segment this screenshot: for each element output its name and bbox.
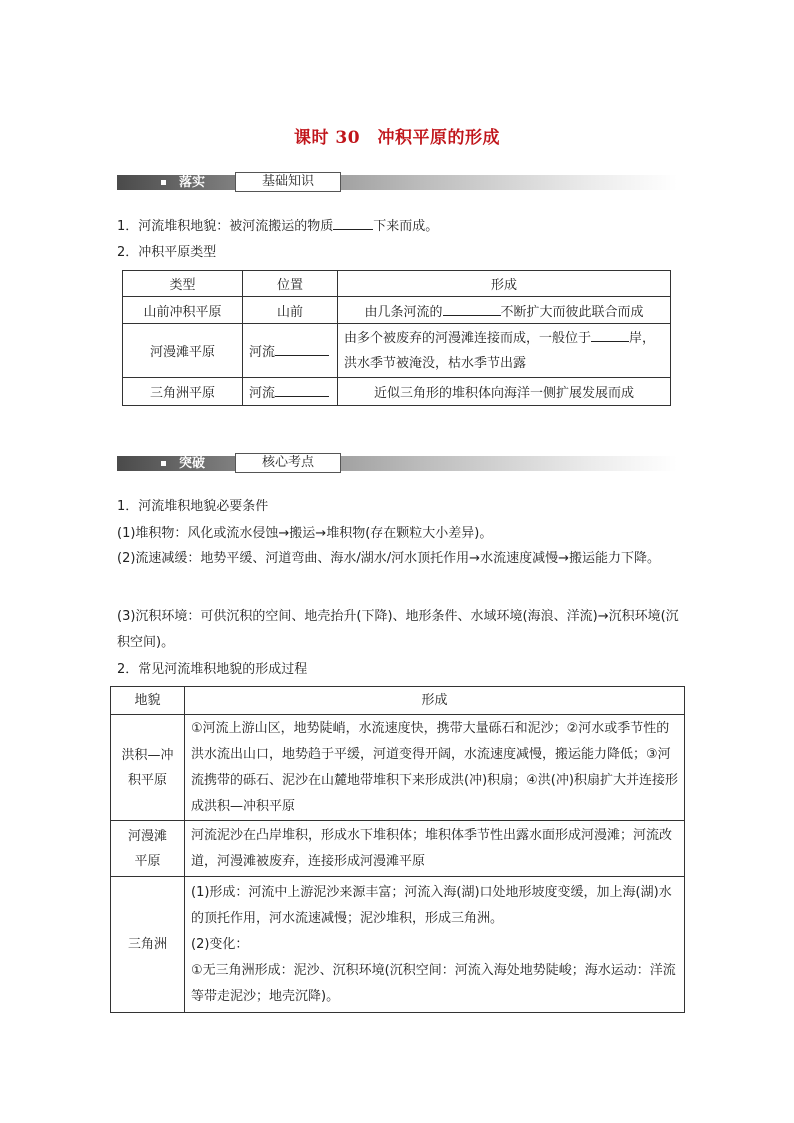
table-header: 形成 bbox=[185, 687, 685, 715]
table-header: 地貌 bbox=[111, 687, 185, 715]
table-row bbox=[123, 297, 671, 324]
table-cell: 三角洲平原 bbox=[123, 378, 243, 406]
fill-blank bbox=[591, 330, 629, 342]
cell-text: 岸， bbox=[629, 330, 656, 346]
section-bar-basics bbox=[117, 172, 677, 192]
fill-blank bbox=[443, 304, 501, 316]
fill-blank bbox=[275, 344, 329, 356]
core-item-5: 2．常见河流堆积地貌的形成过程 bbox=[117, 662, 308, 677]
core-item-3: (2)流速减缓：地势平缓、河道弯曲、海水/湖水/河水顶托作用→水流速度减慢→搬运能力下降。 bbox=[117, 551, 660, 566]
table-row bbox=[111, 821, 685, 877]
cell-text: 河流 bbox=[249, 386, 276, 401]
table-cell bbox=[338, 324, 671, 378]
core-item-4: (3)沉积环境：可供沉积的空间、地壳抬升(下降)、地形条件、水域环境(海浪、洋流)→沉积环境(沉积空间)。 bbox=[117, 609, 679, 650]
table-header: 类型 bbox=[123, 271, 243, 297]
table-row bbox=[111, 877, 685, 1013]
core-item-2: (1)堆积物：风化或流水侵蚀→搬运→堆积物(存在颗粒大小差异)。 bbox=[117, 526, 493, 541]
table-cell bbox=[185, 877, 685, 1013]
basics-item-1-text: 1．河流堆积地貌：被河流搬运的物质 bbox=[117, 219, 334, 234]
section-head-label: 落实 bbox=[179, 175, 206, 190]
table-cell bbox=[243, 378, 338, 406]
basics-item-2: 2．冲积平原类型 bbox=[117, 245, 217, 260]
cell-text: 由多个被废弃的河漫滩连接而成，一般位于 bbox=[344, 330, 592, 346]
cell-text: (2)变化： bbox=[191, 936, 249, 952]
table-cell bbox=[111, 715, 185, 821]
basics-item-1-suffix: 下来而成。 bbox=[373, 219, 439, 234]
table-header: 位置 bbox=[243, 271, 338, 297]
basics-item-1 bbox=[117, 218, 438, 235]
table-row bbox=[111, 715, 685, 821]
cell-text: 洪积—冲积平原 bbox=[121, 747, 174, 788]
cell-text: (1)形成：河流中上游泥沙来源丰富；河流入海(湖)口处地形坡度变缓，加上海(湖)水的顶托作用，河水流速减慢；泥沙堆积，形成三角洲。 bbox=[191, 884, 672, 926]
table-row bbox=[123, 324, 671, 378]
cell-text: 不断扩大而彼此联合而成 bbox=[500, 304, 644, 320]
section-head bbox=[117, 456, 235, 471]
cell-text: 由几条河流的 bbox=[364, 304, 443, 320]
page-title: 课时 30 冲积平原的形成 bbox=[293, 128, 501, 148]
table-cell: 近似三角形的堆积体向海洋一侧扩展发展而成 bbox=[338, 378, 671, 406]
bullet-square-icon bbox=[161, 180, 166, 185]
table-cell: 三角洲 bbox=[111, 877, 185, 1013]
section-head bbox=[117, 175, 235, 190]
section-tab-label: 基础知识 bbox=[235, 172, 341, 192]
core-item-1: 1．河流堆积地貌必要条件 bbox=[117, 499, 269, 514]
fill-blank bbox=[333, 218, 373, 230]
cell-text: 河漫滩平原 bbox=[127, 828, 167, 869]
table-cell: 河流泥沙在凸岸堆积，形成水下堆积体；堆积体季节性出露水面形成河漫滩；河流改道，河漫滩被废弃，连接形成河漫滩平原 bbox=[185, 821, 685, 877]
cell-text: ①无三角洲形成：泥沙、沉积环境(沉积空间：河流入海处地势陡峻；海水运动：洋流等带走泥沙；地壳沉降)。 bbox=[191, 962, 676, 1004]
cell-text: 洪水季节被淹没，枯水季节出露 bbox=[344, 355, 527, 371]
table-cell bbox=[338, 297, 671, 324]
section-bar-core bbox=[117, 453, 677, 473]
table-cell: 河漫滩平原 bbox=[123, 324, 243, 378]
table-cell bbox=[111, 821, 185, 877]
table-row bbox=[123, 378, 671, 406]
table-cell bbox=[243, 324, 338, 378]
plain-types-table bbox=[122, 270, 671, 406]
section-tab-label: 核心考点 bbox=[235, 453, 341, 473]
table-cell: 山前冲积平原 bbox=[123, 297, 243, 324]
landform-process-table bbox=[110, 686, 685, 1013]
cell-text: 河流 bbox=[249, 345, 276, 360]
table-cell: 山前 bbox=[243, 297, 338, 324]
bullet-square-icon bbox=[161, 461, 166, 466]
section-head-label: 突破 bbox=[179, 456, 206, 471]
table-cell: ①河流上游山区，地势陡峭，水流速度快，携带大量砾石和泥沙；②河水或季节性的洪水流出山口，地势趋于平缓，河道变得开阔，水流速度减慢，搬运能力降低；③河流携带的砾石、泥沙在山麓地带堆积下来形成洪(冲)积扇；④洪(冲)积扇扩大并连接形成洪积—冲积平原 bbox=[185, 715, 685, 821]
fill-blank bbox=[275, 385, 329, 397]
table-header: 形成 bbox=[338, 271, 671, 297]
